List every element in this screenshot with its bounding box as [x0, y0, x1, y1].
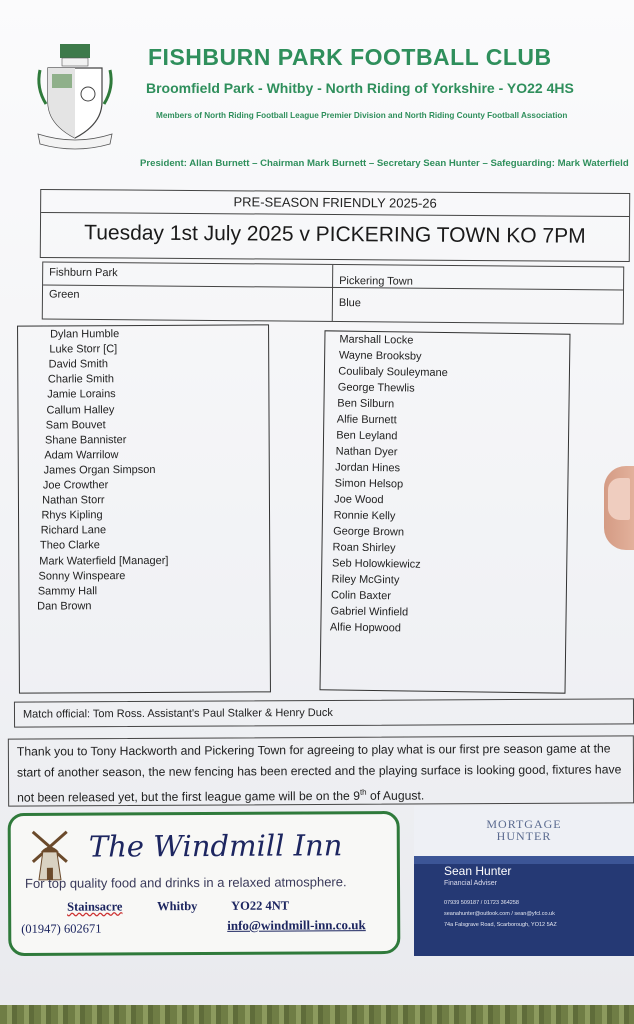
player-name: Alfie Hopwood	[329, 621, 401, 635]
player-name: Mark Waterfield [Manager]	[39, 554, 169, 568]
player-name: Seb Holowkiewicz	[331, 557, 421, 571]
windmill-inn-tagline: For top quality food and drinks in a relaxed atmosphere.	[24, 874, 347, 891]
match-officials: Match official: Tom Ross. Assistant's Paul Stalker & Henry Duck	[14, 698, 634, 727]
player-name: Theo Clarke	[39, 539, 100, 552]
player-name: Alfie Burnett	[336, 413, 397, 427]
match-header-box	[40, 189, 630, 262]
windmill-inn-town: Stainsacre	[67, 899, 123, 914]
player-name: Colin Baxter	[330, 589, 392, 603]
home-player-list	[17, 324, 271, 693]
windmill-inn-city: Whitby	[157, 899, 198, 914]
player-name: Roan Shirley	[332, 541, 396, 555]
club-memberships: Members of North Riding Football League Premier Division and North Riding County Football Association	[156, 111, 568, 120]
player-name: Coulibaly Souleymane	[338, 365, 448, 380]
club-note	[8, 735, 634, 806]
mortgage-hunter-logo-line1: MORTGAGE	[486, 817, 562, 831]
mortgage-hunter-logo	[414, 818, 634, 842]
windmill-icon	[23, 826, 77, 882]
club-note-tail: of August.	[366, 788, 425, 803]
player-name: Sonny Winspeare	[38, 569, 126, 583]
player-name: Joe Wood	[334, 493, 384, 507]
player-name: Shane Bannister	[44, 433, 127, 447]
player-name: Gabriel Winfield	[330, 605, 409, 619]
thumb-nail	[608, 478, 630, 520]
player-name: Marshall Locke	[339, 333, 414, 347]
player-name: George Thewlis	[337, 381, 415, 395]
club-note-superscript: th	[359, 787, 367, 797]
player-name: Simon Helsop	[334, 477, 404, 491]
player-name: Rhys Kipling	[41, 509, 103, 522]
player-name: Nathan Dyer	[335, 445, 398, 459]
mortgage-hunter-logo-area	[414, 806, 634, 856]
player-name: George Brown	[333, 525, 405, 539]
away-player-list	[319, 330, 570, 693]
player-name: Luke Storr [C]	[49, 343, 118, 356]
player-name: Dylan Humble	[50, 328, 120, 341]
player-name: Adam Warrilow	[44, 448, 119, 462]
card-emails: seanahunter@outlook.com / sean@yfcl.co.uk	[444, 911, 555, 917]
player-name: Charlie Smith	[47, 373, 114, 386]
club-officers: President: Allan Burnett – Chairman Mark Burnett – Secretary Sean Hunter – Safeguarding: Mark Waterfield	[140, 158, 629, 169]
player-name: Riley McGinty	[331, 573, 400, 587]
card-address: 74a Falsgrave Road, Scarborough, YO12 5AZ	[444, 922, 557, 928]
club-address: Broomfield Park - Whitby - North Riding of Yorkshire - YO22 4HS	[146, 80, 574, 96]
home-team-name: Fishburn Park	[49, 266, 118, 280]
player-name: Sammy Hall	[37, 584, 98, 598]
player-name: Callum Halley	[46, 403, 115, 417]
player-name: Joe Crowther	[42, 479, 109, 492]
windmill-inn-phone: (01947) 602671	[21, 921, 102, 936]
away-team-colour: Blue	[338, 297, 361, 310]
club-note-text: Thank you to Tony Hackworth and Pickering Town for agreeing to play what is our first pre season game at the start of another season, the new fencing has been erected and the playing surface is looking good, fixtures have not been released yet, but the first league game will be on the 9	[16, 741, 622, 805]
player-name: David Smith	[48, 358, 108, 371]
player-name: Dan Brown	[37, 600, 92, 613]
card-stripe	[414, 856, 634, 864]
match-subtitle: PRE-SEASON FRIENDLY 2025-26	[41, 190, 629, 217]
player-name: Ronnie Kelly	[333, 509, 396, 523]
card-name: Sean Hunter	[444, 864, 512, 878]
away-team-name: Pickering Town	[339, 275, 413, 288]
mortgage-hunter-business-card	[414, 806, 634, 956]
player-name: Sam Bouvet	[45, 418, 106, 432]
player-name: Ben Leyland	[336, 429, 398, 443]
windmill-inn-advert	[8, 811, 401, 956]
player-name: Richard Lane	[40, 524, 107, 537]
windmill-inn-email-link[interactable]: info@windmill-inn.co.uk	[227, 917, 366, 933]
player-name: Jordan Hines	[335, 461, 401, 475]
player-name: Jamie Lorains	[47, 388, 116, 401]
teams-table	[42, 261, 624, 324]
mortgage-hunter-logo-line2: HUNTER	[496, 829, 552, 843]
club-title: FISHBURN PARK FOOTBALL CLUB	[148, 44, 552, 70]
player-name: James Organ Simpson	[43, 463, 156, 477]
home-team-colour: Green	[48, 288, 80, 301]
grass-background	[0, 1005, 634, 1024]
card-role: Financial Adviser	[444, 880, 497, 887]
windmill-inn-title: The Windmill Inn	[88, 828, 343, 864]
player-name: Wayne Brooksby	[338, 349, 422, 363]
match-headline: Tuesday 1st July 2025 v PICKERING TOWN KO 7PM	[84, 221, 586, 248]
windmill-inn-postcode: YO22 4NT	[231, 898, 290, 913]
club-crest-logo	[34, 42, 116, 158]
player-name: Nathan Storr	[42, 494, 105, 507]
player-name: Ben Silburn	[337, 397, 395, 411]
card-phones: 07939 509187 / 01723 364258	[444, 900, 519, 906]
